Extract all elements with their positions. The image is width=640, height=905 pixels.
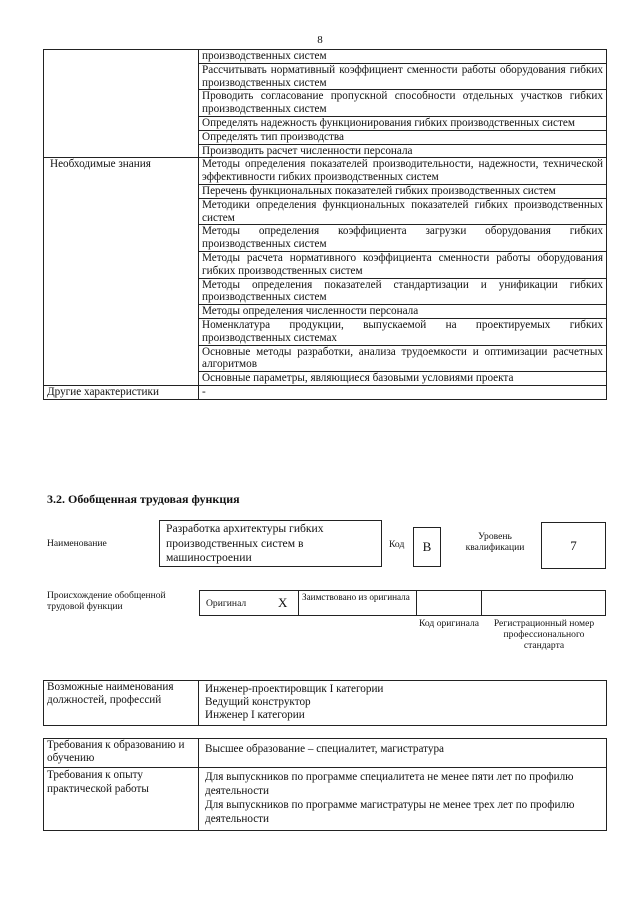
- knowledge-cell: Методы определения показателей производительности, надежности, технической эффективности гибких производственных систем: [199, 158, 607, 185]
- code-value-box: B: [413, 527, 441, 567]
- position-item: Ведущий конструктор: [205, 696, 311, 708]
- skill-cell: Производить расчет численности персонала: [199, 144, 607, 158]
- position-item: Инженер I категории: [205, 709, 305, 721]
- original-box: [199, 590, 299, 616]
- function-name-box: Разработка архитектуры гибких производственных систем в машиностроении: [159, 520, 382, 567]
- skill-cell: Проводить согласование пропускной способности отдельных участков гибких производственных систем: [199, 90, 607, 117]
- requirements-table: [43, 738, 607, 831]
- other-label: Другие характеристики: [44, 385, 199, 399]
- borrowed-box: [298, 590, 417, 616]
- experience-label: Требования к опыту практической работы: [44, 768, 199, 831]
- skill-cell: производственных систем: [199, 50, 607, 64]
- page-number: 8: [317, 34, 323, 46]
- original-label: Оригинал: [206, 598, 247, 609]
- skill-cell: Определять тип производства: [199, 130, 607, 144]
- experience-list: [199, 768, 607, 831]
- experience-item: Для выпускников по программе специалитета не менее пяти лет по профилю деятельности: [205, 771, 574, 797]
- knowledge-cell: Методики определения функциональных показателей гибких производственных систем: [199, 198, 607, 225]
- table-row: [44, 50, 607, 64]
- origin-label: Происхождение обобщенной трудовой функции: [47, 590, 166, 612]
- skills-knowledge-table: [43, 49, 607, 400]
- label-cell-empty: [44, 50, 199, 158]
- section-title: 3.2. Обобщенная трудовая функция: [47, 492, 240, 506]
- knowledge-label: Необходимые знания: [44, 158, 199, 386]
- knowledge-cell: Перечень функциональных показателей гибких производственных систем: [199, 184, 607, 198]
- reg-number-box: [481, 590, 606, 616]
- knowledge-cell: Методы определения коэффициента загрузки оборудования гибких производственных систем: [199, 225, 607, 252]
- level-label: Уровень квалификации: [465, 531, 525, 553]
- knowledge-cell: Основные параметры, являющиеся базовыми условиями проекта: [199, 372, 607, 386]
- education-value: Высшее образование – специалитет, магистратура: [199, 739, 607, 768]
- experience-item: Для выпускников по программе магистратуры не менее трех лет по профилю деятельности: [205, 799, 575, 825]
- origin-code-box: [416, 590, 482, 616]
- code-label: Код: [389, 539, 405, 550]
- table-row: [44, 768, 607, 831]
- positions-table: [43, 680, 607, 726]
- knowledge-cell: Основные методы разработки, анализа трудоемкости и оптимизации расчетных алгоритмов: [199, 345, 607, 372]
- table-row: [44, 681, 607, 726]
- knowledge-cell: Методы определения численности персонала: [199, 305, 607, 319]
- skill-cell: Определять надежность функционирования гибких производственных систем: [199, 116, 607, 130]
- table-row: [44, 158, 607, 185]
- knowledge-cell: Номенклатура продукции, выпускаемой на проектируемых гибких производственных системах: [199, 318, 607, 345]
- other-value: -: [199, 385, 607, 399]
- positions-label: Возможные наименования должностей, профессий: [44, 681, 199, 726]
- knowledge-cell: Методы определения показателей стандартизации и унификации гибких производственных систем: [199, 278, 607, 305]
- knowledge-cell: Методы расчета нормативного коэффициента сменности работы оборудования гибких производственных систем: [199, 251, 607, 278]
- positions-list: [199, 681, 607, 726]
- name-label: Наименование: [47, 538, 107, 549]
- original-mark: X: [278, 595, 288, 610]
- level-value-box: 7: [541, 522, 606, 569]
- table-row: [44, 385, 607, 399]
- skill-cell: Рассчитывать нормативный коэффициент сменности работы оборудования гибких производственных систем: [199, 63, 607, 90]
- table-row: [44, 739, 607, 768]
- education-label: Требования к образованию и обучению: [44, 739, 199, 768]
- reg-number-caption: Регистрационный номер профессионального стандарта: [493, 618, 595, 651]
- borrowed-label: Заимствовано из оригинала: [302, 592, 410, 602]
- origin-code-caption: Код оригинала: [418, 618, 480, 629]
- position-item: Инженер-проектировщик I категории: [205, 683, 384, 695]
